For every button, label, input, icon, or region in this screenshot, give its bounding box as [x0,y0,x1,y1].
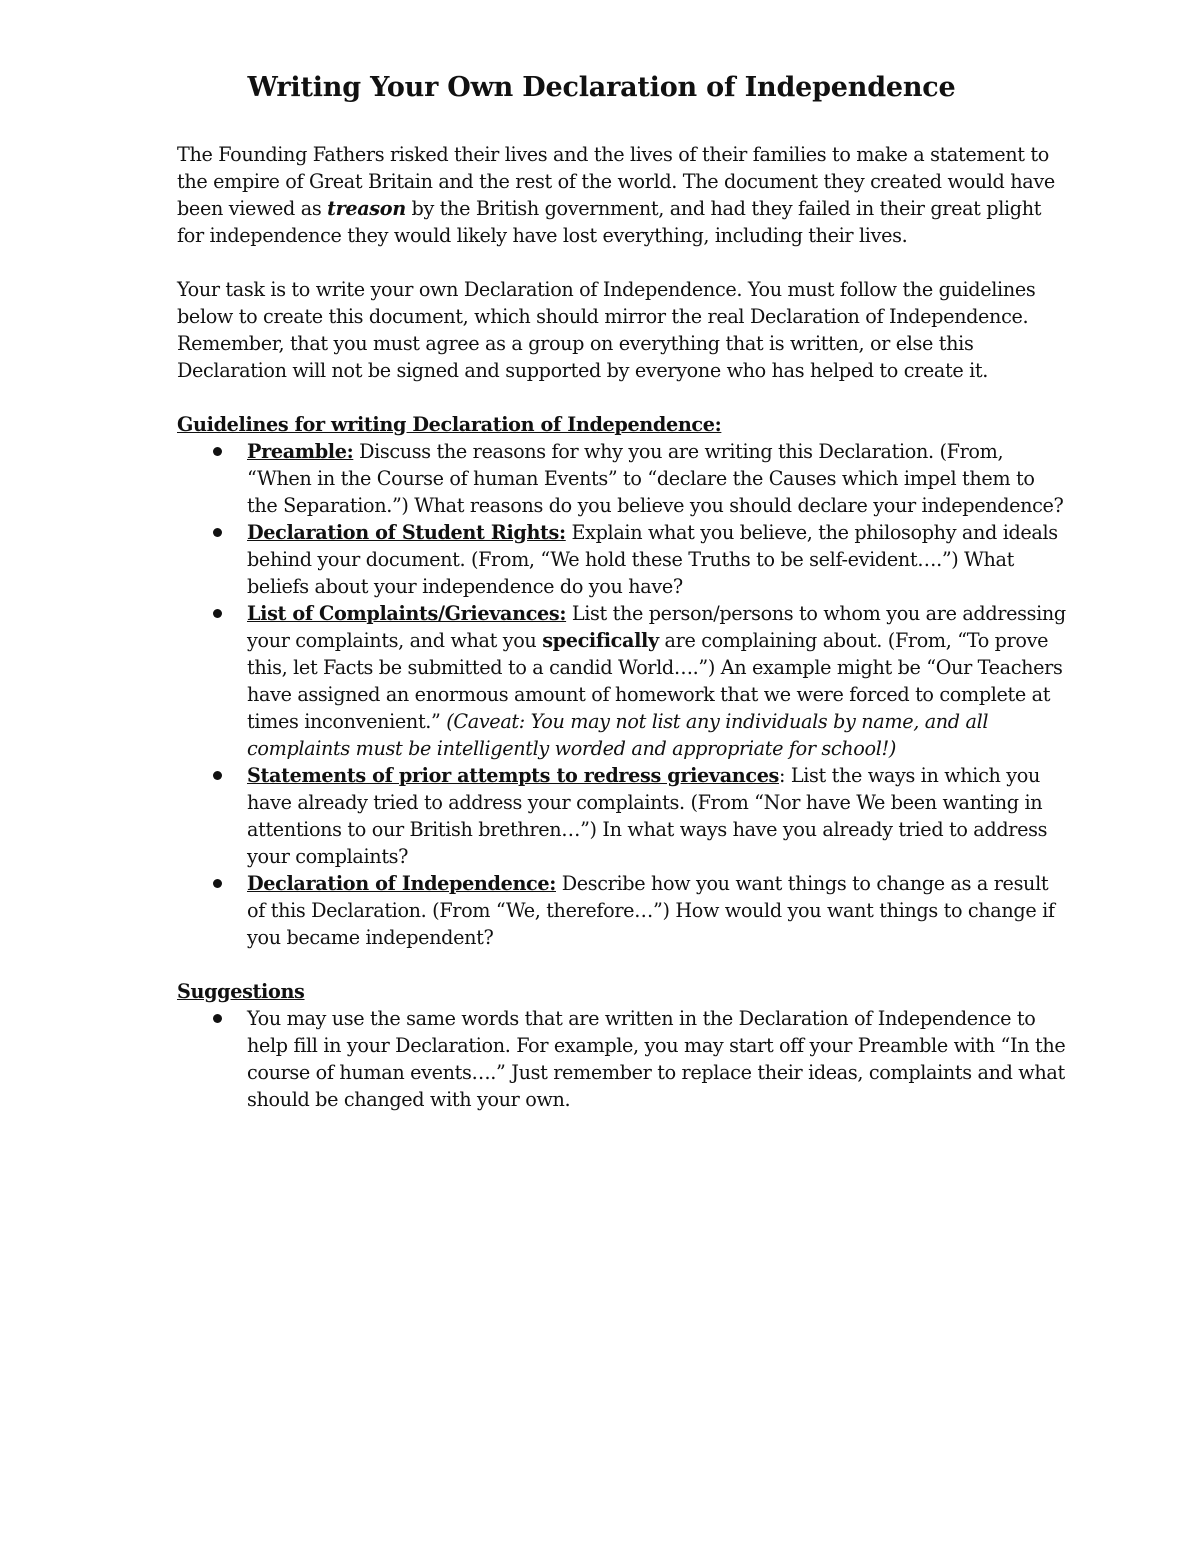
intro-emphasis: treason [327,197,406,220]
complaints-caveat: (Caveat: You may not list any individuals by name, and all complaints must be intelligently worded and appropriate for school!) [247,710,989,760]
preamble-text: Discuss the reasons for why you are writing this Declaration. (From, “When in the Course of human Events” to “declare the Causes which impel them to the Separation.”) What reasons do you believe you should declare your independence? [247,440,1064,517]
bullet-icon [213,447,222,456]
document-title: Writing Your Own Declaration of Independence [247,72,956,103]
list-item-suggestion [177,1005,1070,1113]
bullet-icon [213,771,222,780]
list-item-preamble [177,438,1070,519]
suggestions-list [177,1005,1070,1113]
rights-text: Explain what you believe, the philosophy and ideals behind your document. (From, “We hold these Truths to be self-evident….”) What beliefs about your independence do you have? [247,521,1058,598]
task-paragraph: Your task is to write your own Declaration of Independence. You must follow the guidelines below to create this document, which should mirror the real Declaration of Independence. Remember, that you must agree as a group on everything that is written, or else this Declaration will not be signed and supported by everyone who has helped to create it. [177,278,1036,382]
suggestion-text: You may use the same words that are written in the Declaration of Independence to help fill in your Declaration. For example, you may start off your Preamble with “In the course of human events….” Just remember to replace their ideas, complaints and what should be changed with your own. [247,1007,1066,1111]
bullet-icon [213,879,222,888]
complaints-text-1: List the person/persons to whom you are addressing your complaints, and what you [247,602,1066,652]
independence-term: Declaration of Independence: [247,872,556,895]
independence-text: Describe how you want things to change as a result of this Declaration. (From “We, therefore…”) How would you want things to change if you became independent? [247,872,1055,949]
intro-paragraph [177,141,1070,249]
complaints-text-2: are complaining about. (From, “To prove this, let Facts be submitted to a candid World….”) An example might be “Our Teachers have assigned an enormous amount of homework that we were forced to complete at times inconvenient.” [247,629,1063,733]
guidelines-list [177,438,1070,951]
attempts-text: : List the ways in which you have already tried to address your complaints. (From “Nor have We been wanting in attentions to our British brethren…”) In what ways have you already tried to address your complaints? [247,764,1048,868]
list-item-prior-attempts [177,762,1070,870]
bullet-icon [213,1014,222,1023]
bullet-icon [213,609,222,618]
complaints-term: List of Complaints/Grievances: [247,602,567,625]
list-item-independence [177,870,1070,951]
intro-text-2: by the British government, and had they failed in their great plight for independence they would likely have lost everything, including their lives. [177,197,1042,247]
guidelines-heading: Guidelines for writing Declaration of Independence: [177,413,722,436]
attempts-term: Statements of prior attempts to redress grievances [247,764,780,787]
list-item-student-rights [177,519,1070,600]
preamble-term: Preamble: [247,440,354,463]
suggestions-heading: Suggestions [177,980,305,1003]
intro-text-1: The Founding Fathers risked their lives and the lives of their families to make a statement to the empire of Great Britain and the rest of the world. The document they created would have been viewed as [177,143,1055,220]
list-item-complaints [177,600,1070,762]
bullet-icon [213,528,222,537]
complaints-bold: specifically [542,629,659,652]
rights-term: Declaration of Student Rights: [247,521,566,544]
